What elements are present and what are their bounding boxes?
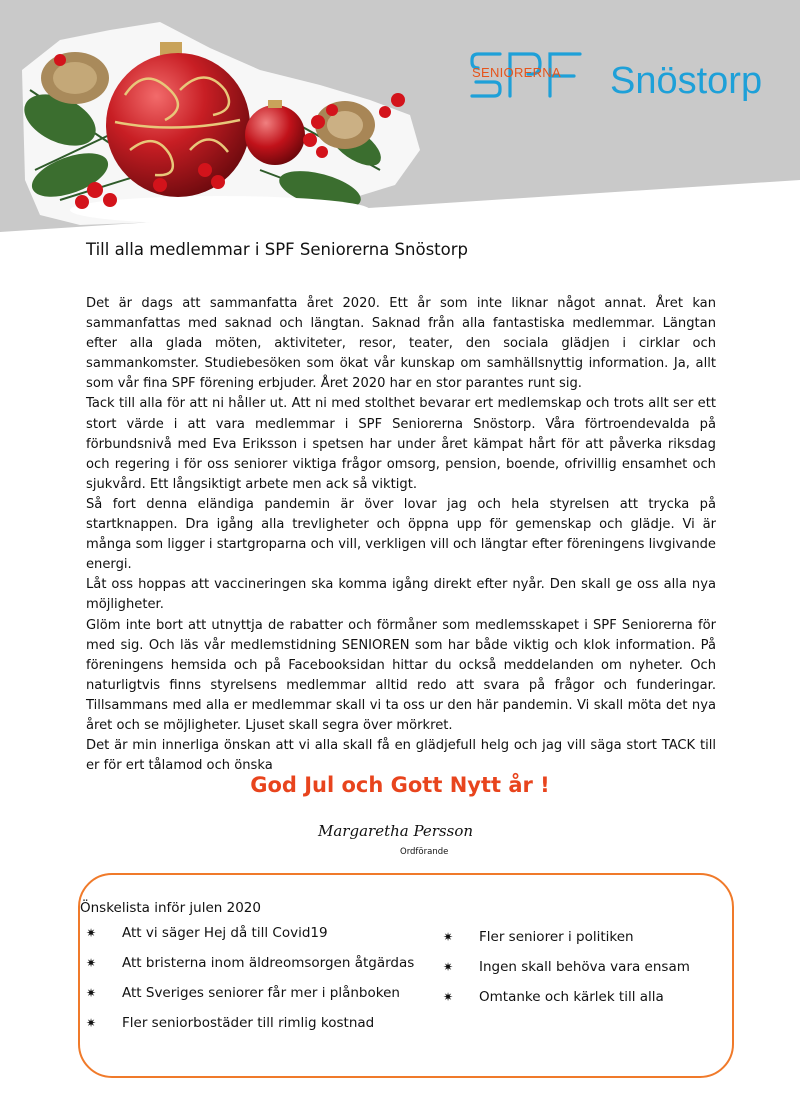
paragraph: Det är dags att sammanfatta året 2020. Ett år som inte liknar något annat. Året kan sammanfattas med saknad och längtan. Saknad från alla fantastiska medlemmar. Längtan efter alla glada möten, aktiviteter, resor, teater, den sociala glädjen i cirklar och sammankomster. Studiebesöken som ökat vår kunskap om samhällsnyttig information. Ja, allt som vår fina SPF förening erbjuder. Året 2020 har en stor parantes runt sig. (86, 296, 716, 392)
spf-logo[interactable] (470, 48, 790, 108)
star-bullet-icon: ✷ (443, 930, 454, 944)
list-item-text: Att Sveriges seniorer får mer i plånboken (122, 985, 400, 1001)
list-item (443, 959, 690, 989)
christmas-decoration-illustration (0, 0, 800, 240)
star-bullet-icon: ✷ (443, 960, 454, 974)
list-item (443, 929, 690, 959)
signature-role: Ordförande (400, 847, 449, 857)
paragraph: Så fort denna eländiga pandemin är över lovar jag och hela styrelsen att trycka på startknappen. Dra igång alla trevligheter och öppna upp för gemenskap och glädje. Vi är många som ligger i startgroparna och vill, verkligen vill och längtar efter föreningens livgivande energi. (86, 496, 716, 573)
star-bullet-icon: ✷ (86, 926, 97, 940)
paragraph: Det är min innerliga önskan att vi alla skall få en glädjefull helg och jag vill säga stort TACK till er för ert tålamod och önska (86, 738, 716, 774)
paragraph: Tack till alla för att ni håller ut. Att ni med stolthet bevarar ert medlemskap och trots allt ser ett stort värde i att vara medlemmar i SPF Seniorerna Snöstorp. Våra förtroendevalda på förbundsnivå med Eva Eriksson i spetsen har under året kämpat hårt för att påverka riksdag och regering i för oss seniorer viktiga frågor omsorg, pension, boende, ofrivillig ensamhet och sjukvård. Ett långsiktigt arbete men ack så viktigt. (86, 396, 716, 492)
signature: Margaretha Persson (318, 822, 474, 840)
list-item-text: Att bristerna inom äldreomsorgen åtgärdas (122, 955, 415, 971)
list-item (86, 1015, 414, 1045)
town-name: Snöstorp (610, 60, 763, 102)
list-item-text: Fler seniorbostäder till rimlig kostnad (122, 1015, 375, 1031)
list-item-text: Omtanke och kärlek till alla (479, 989, 664, 1005)
list-item (86, 925, 414, 955)
star-bullet-icon: ✷ (86, 1016, 97, 1030)
star-bullet-icon: ✷ (86, 986, 97, 1000)
paragraph: Låt oss hoppas att vaccineringen ska komma igång direkt efter nyår. Den skall ge oss alla nya möjligheter. (86, 577, 716, 613)
list-item-text: Ingen skall behöva vara ensam (479, 959, 690, 975)
wishlist-title: Önskelista inför julen 2020 (80, 900, 261, 916)
spf-logo-subtitle: SENIORERNA (472, 65, 561, 80)
list-item (86, 985, 414, 1015)
letter-greeting: Till alla medlemmar i SPF Seniorerna Snöstorp (86, 240, 468, 259)
wishlist-right-column (443, 929, 690, 1019)
list-item (443, 989, 690, 1019)
wishlist-left-column (86, 925, 414, 1045)
star-bullet-icon: ✷ (443, 990, 454, 1004)
star-bullet-icon: ✷ (86, 956, 97, 970)
letter-body (86, 294, 716, 776)
holiday-wish-heading: God Jul och Gott Nytt år ! (250, 773, 550, 797)
list-item-text: Fler seniorer i politiken (479, 929, 634, 945)
list-item (86, 955, 414, 985)
paragraph: Glöm inte bort att utnyttja de rabatter och förmåner som medlemsskapet i SPF Seniorerna för med sig. Och läs vår medlemstidning SENIOREN som har både viktig och klok information. På föreningens hemsida och på Facebooksidan hittar du också meddelanden om nyheter. Och naturligtvis finns styrelsens medlemmar alltid redo att svara på frågor och funderingar. Tillsammans med alla er medlemmar skall vi ta oss ur den här pandemin. Vi skall möta det nya året och se möjligheter. Ljuset skall segra över mörkret. (86, 617, 716, 733)
header-banner (0, 0, 800, 240)
list-item-text: Att vi säger Hej då till Covid19 (122, 925, 328, 941)
